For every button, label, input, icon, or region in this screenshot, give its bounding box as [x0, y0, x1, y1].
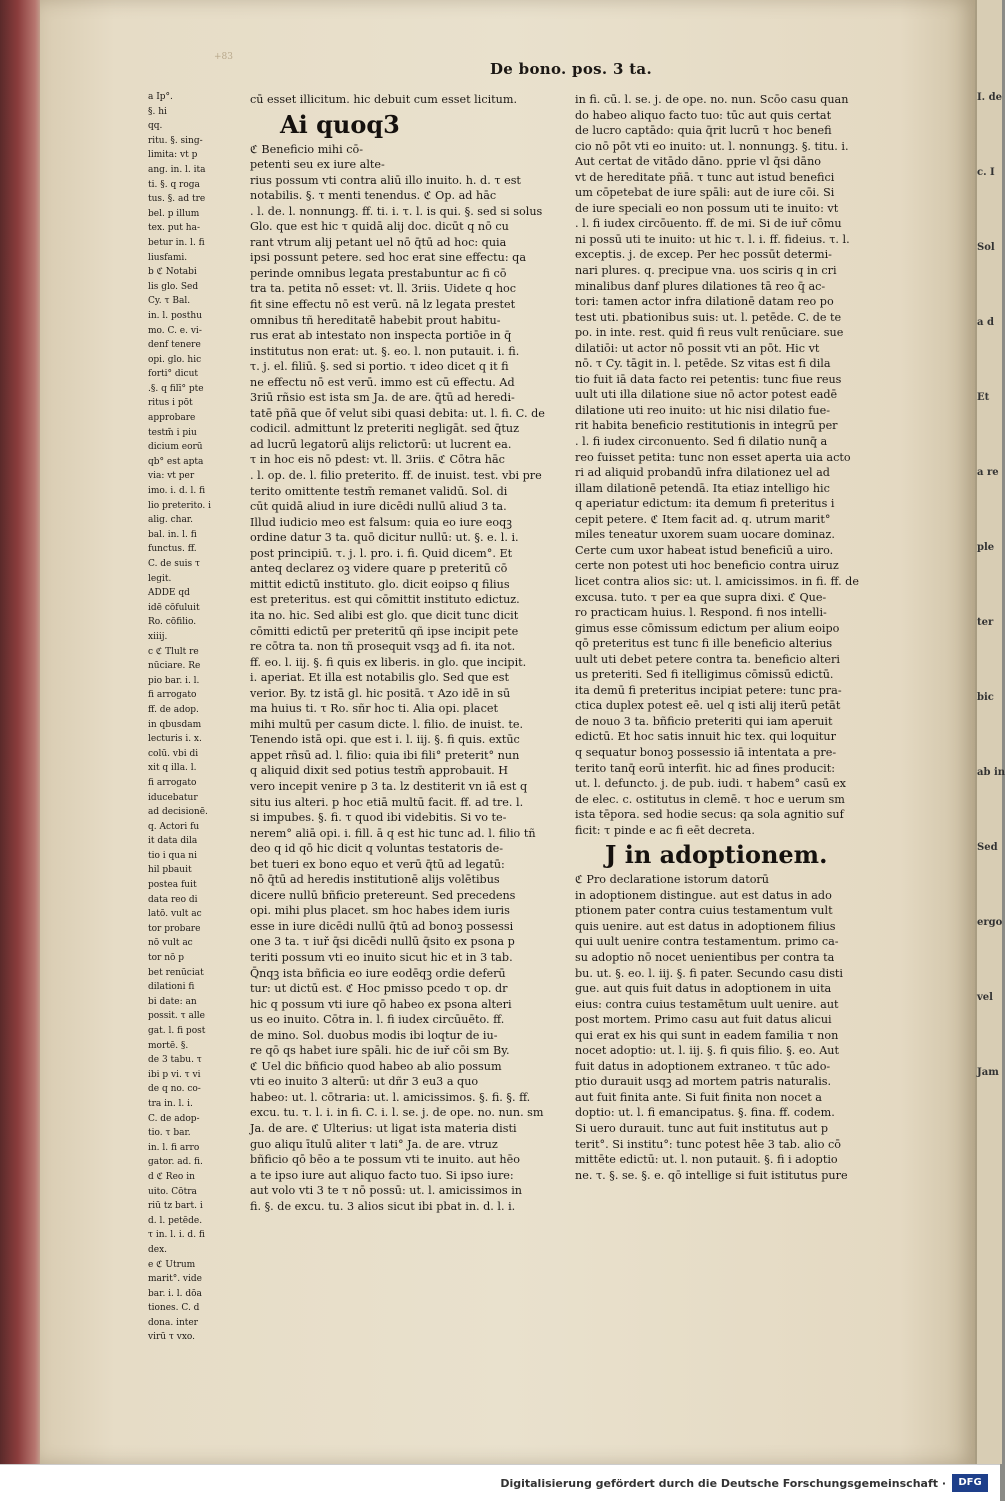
text-line: Ja. de are. ℭ Ulterius: ut ligat ista materia disti — [250, 1122, 517, 1135]
gloss-line: it data dila — [148, 836, 198, 847]
section-heading: J in adoptionem. — [605, 840, 828, 870]
text-line: in fi. cū. l. se. j. de ope. no. nun. Scōo casu quan — [575, 93, 849, 106]
text-line: opi. mihi plus placet. sm hoc habes idem iuris — [250, 904, 510, 918]
text-line: rant vtrum alij petant uel nō q̄tū ad hoc: quia — [250, 235, 507, 249]
gloss-line: limita: vt p — [148, 150, 198, 161]
gloss-line: approbare — [148, 413, 196, 424]
next-page-edge — [975, 0, 1005, 1464]
text-line: excusa. tuto. τ per ea que supra dixi. ℭ Que- — [575, 590, 827, 604]
text-line: post mortem. Primo casu aut fuit datus alicui — [575, 1013, 832, 1027]
right-text-lines-after — [575, 872, 865, 1183]
right-text-lines-before — [575, 92, 865, 838]
gloss-line: de q no. co- — [148, 1084, 201, 1095]
text-line: ut. l. defuncto. j. de pub. iudi. τ habem° casū ex — [575, 777, 846, 791]
edge-fragment: Sed — [977, 842, 998, 853]
gloss-line: tex. put ha- — [148, 223, 200, 234]
gloss-line: dex. — [148, 1244, 168, 1255]
gloss-line: qb° est apta — [148, 456, 204, 467]
gloss-line: lis glo. Sed — [148, 281, 199, 292]
text-line: ro practicam huius. l. Respond. fi nos intelli- — [575, 606, 827, 620]
text-line: situ ius alteri. p hoc etiā multū facit. ff. ad tre. l. — [250, 795, 524, 809]
text-line: codicil. admittunt lz preteriti negligāt. sed q̄tuz — [250, 422, 519, 436]
text-line: habeo: ut. l. cōtraria: ut. l. amicissimos. §. fi. §. ff. — [250, 1090, 531, 1104]
gloss-line: ADDE qd — [148, 588, 190, 599]
text-line: minalibus danf plures dilationes tā reo q̄ ac- — [575, 279, 826, 293]
text-line: uult uti illa dilatione siue nō actor potest eadē — [575, 388, 838, 402]
text-line: i. aperiat. Et illa est notabilis glo. Sed que est — [250, 671, 510, 685]
text-line: miles teneatur uxorem suam uocare dominaz. — [575, 528, 835, 542]
gloss-line: in. l. posthu — [148, 310, 203, 321]
text-line: licet contra alios sic: ut. l. amicissimos. in fi. ff. de — [575, 574, 859, 588]
gloss-line: latō. vult ac — [148, 909, 202, 920]
middle-text-lines — [250, 142, 545, 1215]
text-line: eius: contra cuius testamētum uult uenire. aut — [575, 997, 839, 1011]
gloss-line: tra in. l. i. — [148, 1098, 193, 1109]
gloss-line: pio bar. i. l. — [148, 675, 200, 686]
gloss-line: marit°. vide — [148, 1274, 202, 1285]
gloss-line: xiiij. — [148, 631, 168, 642]
text-line: fit sine effectu nō est verū. nā lz legata prestet — [250, 298, 516, 312]
gloss-line: Ro. cōfilio. — [148, 617, 197, 628]
text-line: fi. §. de excu. tu. 3 alios sicut ibi pbat in. d. l. i. — [250, 1199, 516, 1213]
gloss-line: tio. τ bar. — [148, 1128, 191, 1139]
text-line: qui uult uenire contra testamentum. primo ca- — [575, 935, 839, 949]
folio-mark: +83 — [214, 52, 233, 62]
text-line: ordine datur 3 ta. quō dicitur nullū: ut. §. e. l. i. — [250, 531, 519, 545]
edge-fragment: I. de — [977, 92, 1002, 103]
text-line: ficit: τ pinde e ac fi eēt decreta. — [575, 823, 755, 837]
text-line: Q̄nqꝫ ista bñficia eo iure eodēqꝫ ordie deferū — [250, 966, 506, 980]
text-line: ℭ Uel dic bñficio quod habeo ab alio possum — [250, 1059, 502, 1073]
gloss-line: gat. l. fi post — [148, 1026, 206, 1036]
text-line: q aliquid dixit sed potius testm̄ approbauit. H — [250, 764, 509, 778]
text-line: us preteriti. Sed fi itelligimus cōmissū edictū. — [575, 668, 834, 682]
gloss-line: q. Actori fu — [148, 821, 200, 832]
gloss-line: dicium eorū — [148, 442, 203, 453]
text-line: ni possū uti te inuito: ut hic τ. l. i. ff. fideius. τ. l. — [575, 232, 850, 246]
gloss-line: bi date: an — [148, 996, 197, 1007]
text-line: terito omittente testm̄ remanet validū. Sol. di — [250, 484, 508, 498]
text-line: excu. tu. τ. l. i. in fi. C. i. l. se. j. de ope. no. nun. sm — [250, 1106, 544, 1120]
text-line: cepit petere. ℭ Item facit ad. q. utrum marit° — [575, 512, 831, 526]
text-line: 3riū rñsio est ista sm Ja. de are. q̄tū ad heredi- — [250, 391, 515, 405]
gloss-line: Cy. τ Bal. — [148, 296, 191, 307]
text-line: terit°. Si institu°: tunc potest hēe 3 tab. alio cō — [575, 1137, 842, 1151]
text-line: tra ta. petita nō esset: vt. ll. 3riis. Uidete q hoc — [250, 282, 517, 296]
edge-fragment: bic — [977, 692, 994, 703]
text-line: mittēte edictū: ut. l. non putauit. §. fi i adoptio — [575, 1153, 838, 1167]
gloss-line: mortē. §. — [148, 1040, 189, 1051]
text-line: petenti seu ex iure alte- — [250, 158, 385, 172]
text-line: ipsi possunt petere. sed hoc erat sine effectu: qa — [250, 251, 526, 265]
gloss-line: dona. inter — [148, 1317, 198, 1328]
gloss-line: postea fuit — [148, 880, 197, 891]
gloss-line: ritu. §. sing- — [148, 135, 203, 146]
text-line: rus erat ab intestato non inspecta portiōe in q̄ — [250, 329, 512, 343]
gloss-line: imo. i. d. l. fi — [148, 486, 206, 497]
text-line: aut volo vti 3 te τ nō possū: ut. l. amicissimos in — [250, 1184, 522, 1198]
text-line: ptio durauit usqꝫ ad mortem patris naturalis. — [575, 1075, 832, 1089]
text-line: do habeo aliquo facto tuo: tūc aut quis certat — [575, 108, 832, 122]
text-line: certe non potest uti hoc beneficio contra uiruz — [575, 559, 839, 573]
gloss-line: lecturis i. x. — [148, 734, 202, 745]
text-line: cio nō pōt vti eo inuito: ut. l. nonnungꝫ. §. titu. i. — [575, 139, 849, 153]
decorated-initial: Ai quoq3 — [280, 109, 400, 139]
gloss-line: nūciare. Re — [148, 661, 201, 672]
gloss-line: tio i qua ni — [148, 850, 197, 861]
text-line: Illud iudicio meo est falsum: quia eo iure eoqꝫ — [250, 515, 512, 529]
text-line: deo q id qō hic dicit q voluntas testatoris de- — [250, 842, 504, 856]
gloss-line: C. de suis τ — [148, 559, 200, 569]
gloss-line: in. l. fi arro — [148, 1142, 200, 1153]
text-line: institutus non erat: ut. §. eo. l. non putauit. i. fi. — [250, 344, 520, 358]
text-line: gimus esse cōmissum edictum per alium eoipo — [575, 621, 840, 635]
gloss-line: betur in. l. fi — [148, 237, 205, 248]
text-line: de iure speciali eo non possum uti te inuito: vt — [575, 201, 839, 215]
text-line: ctica duplex potest eē. uel q isti alij iterū petāt — [575, 699, 841, 713]
text-line: dilatiōi: ut actor nō possit vti an pōt. Hic vt — [575, 341, 820, 355]
text-line: appet rñsū ad. l. filio: quia ibi fili° preterit° nun — [250, 748, 520, 762]
gloss-line: tiones. C. d — [148, 1303, 200, 1314]
text-line: tio fuit iā data facto rei petentis: tunc fiue reus — [575, 372, 842, 386]
text-line: ℭ Pro declaratione istorum datorū — [575, 873, 769, 887]
text-line: nari plures. q. precipue vna. uos sciris q in cri — [575, 264, 837, 278]
dfg-logo: DFG — [952, 1474, 988, 1492]
funding-note: Digitalisierung gefördert durch die Deutsche Forschungsgemeinschaft · — [500, 1477, 946, 1490]
gloss-line: hil pbauit — [148, 865, 192, 876]
text-line: esse in iure dicēdi nullū q̄tū ad bonoꝫ possessi — [250, 919, 514, 933]
text-line: illam dilationē petendā. Ita etiaz intelligo hic — [575, 481, 830, 495]
text-line: de elec. c. ostitutus in clemē. τ hoc e uerum sm — [575, 792, 845, 806]
right-text-column — [575, 92, 865, 1183]
text-line: tatē pñā que ōf velut sibi quasi debita: ut. l. fi. C. de — [250, 406, 545, 420]
text-line: tur: ut dictū est. ℭ Hoc pmisso pcedo τ op. dr — [250, 982, 508, 996]
text-line: . l. fi iudex circonuento. Sed fi dilatio nunq̄ a — [575, 435, 828, 449]
text-line: po. in inte. rest. quid fi reus vult renūciare. sue — [575, 326, 844, 340]
text-line: notabilis. §. τ menti tenendus. ℭ Op. ad hāc — [250, 189, 497, 203]
text-line: ad lucrū legatorū alijs relictorū: ut lucrent ea. — [250, 437, 512, 451]
gloss-line: bal. in. l. fi — [148, 529, 197, 540]
gloss-line: §. hi — [148, 106, 167, 117]
gloss-line: alig. char. — [148, 515, 193, 526]
text-line: ita demū fi preteritus incipiat petere: tunc pra- — [575, 683, 842, 697]
gloss-line: C. de adop- — [148, 1113, 200, 1124]
edge-fragment: vel — [977, 992, 993, 1003]
gloss-line: gator. ad. fi. — [148, 1157, 203, 1168]
text-line: perinde omnibus legata prestabuntur ac fi cō — [250, 266, 507, 280]
text-line: mihi multū per casum dicte. l. filio. de inuist. te. — [250, 717, 524, 731]
gloss-line: fi arrogato — [148, 690, 197, 701]
gloss-line: idē cōfuluit — [148, 602, 200, 613]
text-line: nocet adoptio: ut. l. iij. §. fi quis filio. §. eo. Aut — [575, 1044, 839, 1058]
text-line: si impubes. §. fi. τ quod ibi videbitis. Si vo te- — [250, 811, 507, 825]
gloss-line: mo. C. e. vi- — [148, 325, 202, 336]
gloss-line: testm̄ i piu — [148, 427, 197, 438]
digitization-footer — [0, 1464, 1000, 1501]
text-line: . l. de. l. nonnungꝫ. ff. ti. i. τ. l. is qui. §. sed si solus — [250, 204, 543, 218]
gloss-line: dilationi fi — [148, 982, 195, 993]
gloss-line: d ℭ Reo in — [148, 1171, 195, 1182]
text-line: de lucro captādo: quia q̄rit lucrū τ hoc benefi — [575, 124, 832, 138]
edge-fragment: a re — [977, 467, 999, 478]
text-line: q aperiatur edictum: ita demum fi preteritus i — [575, 497, 835, 511]
text-line: cōmitti edictū per preteritū qñ ipse incipit pete — [250, 624, 519, 638]
edge-fragment: a d — [977, 317, 994, 328]
gloss-line: colū. vbi di — [148, 748, 199, 759]
gloss-line: b ℭ Notabi — [148, 267, 197, 278]
edge-fragment: ple — [977, 542, 995, 553]
text-line: a te ipso iure aut aliquo facto tuo. Si ipso iure: — [250, 1168, 514, 1182]
gloss-line: ad decisionē. — [148, 807, 208, 818]
gloss-line: legit. — [148, 573, 172, 584]
text-line: re qō qs habet iure spāli. hic de iuř cōi sm By. — [250, 1044, 510, 1058]
text-line: . l. op. de. l. filio preterito. ff. de inuist. test. vbi pre — [250, 469, 542, 483]
text-line: teriti possum vti eo inuito sicut hic et in 3 tab. — [250, 950, 513, 964]
text-line: rius possum vti contra aliū illo inuito. h. d. τ est — [250, 173, 521, 187]
text-line: τ in hoc eis nō pdest: vt. ll. 3riis. ℭ Cōtra hāc — [250, 453, 505, 467]
gloss-line: tus. §. ad tre — [148, 194, 206, 205]
text-line: fuit datus in adoptionem extraneo. τ tūc ado- — [575, 1059, 831, 1073]
text-line: cū esset illicitum. hic debuit cum esset licitum. — [250, 93, 518, 106]
text-line: rit habita beneficio restitutionis in integrū per — [575, 419, 838, 433]
gloss-line: ang. in. l. ita — [148, 164, 206, 175]
text-line: vero incepit venire p 3 ta. lz destiterit vn iā est q — [250, 779, 528, 793]
text-line: qui erat ex his qui sunt in eadem familia τ non — [575, 1028, 839, 1042]
text-line: mittit edictū instituto. glo. dicit eoipso q filius — [250, 577, 510, 591]
text-line: cūt quidā aliud in iure dicēdi nullū aliud 3 ta. — [250, 500, 507, 514]
gloss-line: ibi p vi. τ vi — [148, 1069, 201, 1080]
gloss-line: xit q illa. l. — [148, 763, 197, 774]
text-line: uult uti debet petere contra ta. beneficio alteri — [575, 652, 840, 666]
text-line: edictū. Et hoc satis innuit hic tex. qui loquitur — [575, 730, 836, 744]
gloss-line: in qbusdam — [148, 719, 202, 730]
text-line: reo fuisset petita: tunc non esset aperta uia acto — [575, 450, 851, 464]
text-line: re cōtra ta. non tñ prosequit vsqꝫ ad fi. ita not. — [250, 640, 516, 654]
gloss-line: tor nō p — [148, 953, 185, 964]
text-line: ita no. hic. Sed alibi est glo. que dicit tunc dicit — [250, 608, 519, 622]
gloss-line: ti. §. q roga — [148, 179, 200, 190]
edge-fragment: Et — [977, 392, 990, 403]
text-line: post principiū. τ. j. l. pro. i. fi. Quid dicem°. Et — [250, 546, 513, 560]
gloss-line: iducebatur — [148, 792, 198, 803]
text-line: omnibus tñ hereditatē habebit prout habitu- — [250, 313, 501, 327]
gloss-line: nō vult ac — [148, 938, 193, 949]
text-line: nō. τ Cy. tāgit in. l. petēde. Sz vitas est fi dila — [575, 357, 831, 371]
gloss-line: denf tenere — [148, 340, 201, 351]
gloss-line: liusfami. — [148, 252, 188, 263]
text-line: Aut certat de vitādo dāno. pprie vl q̄si dāno — [575, 155, 822, 169]
text-line: guo aliqu ītulū aliter τ lati° Ja. de are. vtruz — [250, 1137, 498, 1151]
gloss-line: de 3 tabu. τ — [148, 1055, 202, 1066]
gloss-line: fi arrogato — [148, 777, 197, 788]
text-line: q sequatur bonoꝫ possessio iā intentata a pre- — [575, 745, 837, 759]
text-line: nō q̄tū ad heredis institutionē alijs volētibus — [250, 873, 500, 887]
edge-fragment: ab in — [977, 767, 1005, 778]
gloss-line: forti° dicut — [148, 369, 199, 380]
middle-text-column — [250, 92, 545, 1214]
text-line: . l. fi iudex circōuento. ff. de mi. Si de iuř cōmu — [575, 217, 842, 231]
text-line: test uti. pbationibus suis: ut. l. petēde. C. de te — [575, 310, 842, 324]
text-line: ptionem pater contra cuius testamentum vult — [575, 904, 833, 918]
text-line: us eo inuito. Cōtra in. l. fi iudex circūuēto. ff. — [250, 1013, 505, 1027]
text-line: one 3 ta. τ iuř q̄si dicēdi nullū q̄sito ex psona p — [250, 935, 515, 949]
text-line: in adoptionem distingue. aut est datus in ado — [575, 888, 832, 902]
text-line: ne effectu nō est verū. immo est cū effectu. Ad — [250, 375, 515, 389]
text-line: ma huius ti. τ Ro. sñr hoc ti. Alia opi. placet — [250, 702, 498, 716]
edge-fragment: Jam — [977, 1067, 999, 1078]
gloss-line: ff. de adop. — [148, 704, 199, 715]
gloss-line: ritus i pōt — [148, 398, 193, 409]
text-line: terito tanq̄ eorū interfit. hic ad fines producit: — [575, 761, 836, 775]
text-line: bñficio qō bēo a te possum vti te inuito. aut hēo — [250, 1153, 520, 1167]
gloss-line: tor probare — [148, 923, 201, 934]
text-line: doptio: ut. l. fi emancipatus. §. fina. ff. codem. — [575, 1106, 835, 1120]
text-line: Glo. que est hic τ quidā alij doc. dicūt q nō cu — [250, 220, 509, 234]
gloss-line: c ℭ Tlult re — [148, 646, 199, 657]
gloss-line: d. l. petēde. — [148, 1215, 203, 1226]
gloss-line: riū tz bart. i — [148, 1201, 203, 1212]
edge-fragment: ter — [977, 617, 994, 628]
marginal-gloss-column — [148, 90, 246, 1345]
text-line: Certe cum uxor habeat istud beneficiū a uiro. — [575, 543, 834, 557]
text-line: quis uenire. aut est datus in adoptionem filius — [575, 919, 836, 933]
gloss-line: e ℭ Utrum — [148, 1259, 196, 1270]
text-line: dicere nullū bñficio pretereunt. Sed precedens — [250, 888, 516, 902]
gloss-line: opi. glo. hic — [148, 354, 202, 365]
text-line: dilatione uti reo inuito: ut hic nisi dilatio fue- — [575, 403, 831, 417]
text-line: ff. eo. l. iij. §. fi quis ex liberis. in glo. que incipit. — [250, 655, 527, 669]
text-line: exceptis. j. de excep. Per hec possūt determi- — [575, 248, 832, 262]
gloss-line: lio preterito. i — [148, 500, 212, 511]
gloss-line: τ in. l. i. d. fi — [148, 1230, 205, 1241]
text-line: bet tueri ex bono equo et verū q̄tū ad legatū: — [250, 857, 505, 871]
text-line: ℭ Beneficio mihi cō- — [250, 142, 363, 156]
gloss-line: bet renūciat — [148, 967, 204, 978]
text-line: tori: tamen actor infra dilationē datam reo po — [575, 295, 834, 309]
edge-fragment: ergo — [977, 917, 1003, 928]
text-line: ri ad aliquid probandū infra dilationez uel ad — [575, 466, 830, 480]
gloss-line: bar. i. l. dōa — [148, 1288, 202, 1299]
running-head: De bono. pos. 3 ta. — [490, 60, 652, 78]
text-line: τ. j. el. filiū. §. sed si portio. τ ideo dicet q it fi — [250, 360, 509, 374]
text-line: nerem° aliā opi. i. fill. ā q est hic tunc ad. l. filio tñ — [250, 826, 536, 840]
book-edge — [0, 0, 44, 1464]
gloss-line: a Ip°. — [148, 92, 173, 102]
text-line: Tenendo istā opi. que est i. l. iij. §. fi quis. extūc — [250, 733, 520, 747]
gloss-line: .§. q filī° pte — [148, 383, 204, 394]
text-line: qō preteritus est tunc fi ille beneficio alterius — [575, 637, 833, 651]
text-line: hic q possum vti iure qō habeo ex psona alteri — [250, 997, 512, 1011]
text-line: de nouo 3 ta. bñficio preteriti qui iam aperuit — [575, 714, 833, 728]
text-line: vti eo inuito 3 alterū: ut dñr 3 eu3 a quo — [250, 1075, 479, 1089]
text-line: bu. ut. §. eo. l. iij. §. fi pater. Secundo casu disti — [575, 966, 844, 980]
gloss-line: virū τ vxo. — [148, 1332, 196, 1343]
text-line: ista tēpora. sed hodie secus: qa sola agnitio suf — [575, 808, 844, 822]
gloss-line: qq. — [148, 121, 163, 132]
gloss-line: uito. Cōtra — [148, 1186, 197, 1197]
text-line: Si uero durauit. tunc aut fuit institutus aut p — [575, 1122, 829, 1135]
text-line: anteq declarez oꝫ videre quare p preteritū cō — [250, 562, 508, 576]
edge-fragment: c. I — [977, 167, 995, 178]
text-line: su adoptio nō nocet uenientibus per contra ta — [575, 950, 835, 964]
edge-fragment: Sol — [977, 242, 995, 253]
gloss-line: functus. ff. — [148, 544, 197, 555]
text-line: verior. By. tz istā gl. hic positā. τ Azo idē in sū — [250, 686, 511, 700]
text-line: um cōpetebat de iure spāli: aut de iure cōi. Si — [575, 186, 835, 200]
text-line: gue. aut quis fuit datus in adoptionem in uita — [575, 982, 832, 996]
text-line: de mino. Sol. duobus modis ibi loqtur de iu- — [250, 1028, 498, 1042]
text-line: est preteritus. est qui cōmittit instituto edictuz. — [250, 593, 520, 607]
gloss-line: via: vt per — [148, 471, 195, 482]
text-line: ne. τ. §. se. §. e. qō intellige si fuit istitutus pure — [575, 1168, 848, 1182]
gloss-line: data reo di — [148, 894, 198, 905]
text-line: aut fuit finita ante. Si fuit finita non nocet a — [575, 1090, 822, 1104]
gloss-line: bel. p illum — [148, 208, 200, 219]
gloss-line: possit. τ alle — [148, 1011, 205, 1022]
text-line: vt de hereditate pñā. τ tunc aut istud benefici — [575, 170, 835, 184]
